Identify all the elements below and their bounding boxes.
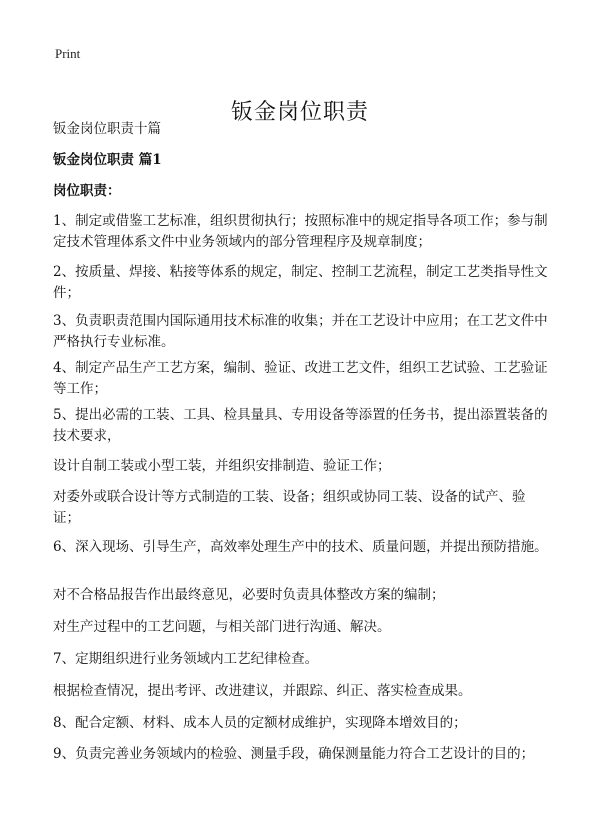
duty-paragraph-7b: 根据检查情况，提出考评、改进建议，并跟踪、纠正、落实检查成果。 xyxy=(53,683,472,699)
duty-paragraph-5: 5、提出必需的工装、工具、检具量具、专用设备等添置的任务书，提出添置装备的技术要求， xyxy=(53,407,548,444)
duties-heading: 岗位职责： xyxy=(53,183,121,199)
document-title: 钣金岗位职责 xyxy=(230,99,369,125)
duty-paragraph-8: 8、配合定额、材料、成本人员的定额材成维护，实现降本增效目的； xyxy=(53,715,467,731)
document-subtitle: 钣金岗位职责十篇 xyxy=(53,121,161,137)
duty-paragraph-7: 7、定期组织进行业务领域内工艺纪律检查。 xyxy=(53,651,319,667)
duty-paragraph-4: 4、制定产品生产工艺方案，编制、验证、改进工艺文件，组织工艺试验、工艺验证等工作； xyxy=(53,360,548,397)
duty-paragraph-1: 1、制定或借鉴工艺标准，组织贯彻执行；按照标准中的规定指导各项工作；参与制定技术管理体系文件中业务领域内的部分管理程序及规章制度； xyxy=(53,213,548,250)
duty-paragraph-6c: 对生产过程中的工艺问题，与相关部门进行沟通、解决。 xyxy=(53,619,391,635)
print-label[interactable]: Print xyxy=(55,46,81,61)
duty-paragraph-2: 2、按质量、焊接、粘接等体系的规定，制定、控制工艺流程，制定工艺类指导性文件； xyxy=(53,264,548,301)
duty-paragraph-5b: 设计自制工装或小型工装，并组织安排制造、验证工作； xyxy=(53,458,391,474)
duty-paragraph-6: 6、深入现场、引导生产，高效率处理生产中的技术、质量问题，并提出预防措施。 xyxy=(53,539,548,555)
duty-paragraph-3: 3、负责职责范围内国际通用技术标准的收集；并在工艺设计中应用；在工艺文件中严格执行专业标准。 xyxy=(53,313,548,350)
duty-paragraph-6b: 对不合格品报告作出最终意见，必要时负责具体整改方案的编制； xyxy=(53,587,445,603)
duty-paragraph-9: 9、负责完善业务领域内的检验、测量手段，确保测量能力符合工艺设计的目的； xyxy=(53,746,535,762)
duty-paragraph-5c: 对委外或联合设计等方式制造的工装、设备；组织或协同工装、设备的试产、验证； xyxy=(53,489,526,526)
section-heading: 钣金岗位职责 篇1 xyxy=(53,152,162,168)
